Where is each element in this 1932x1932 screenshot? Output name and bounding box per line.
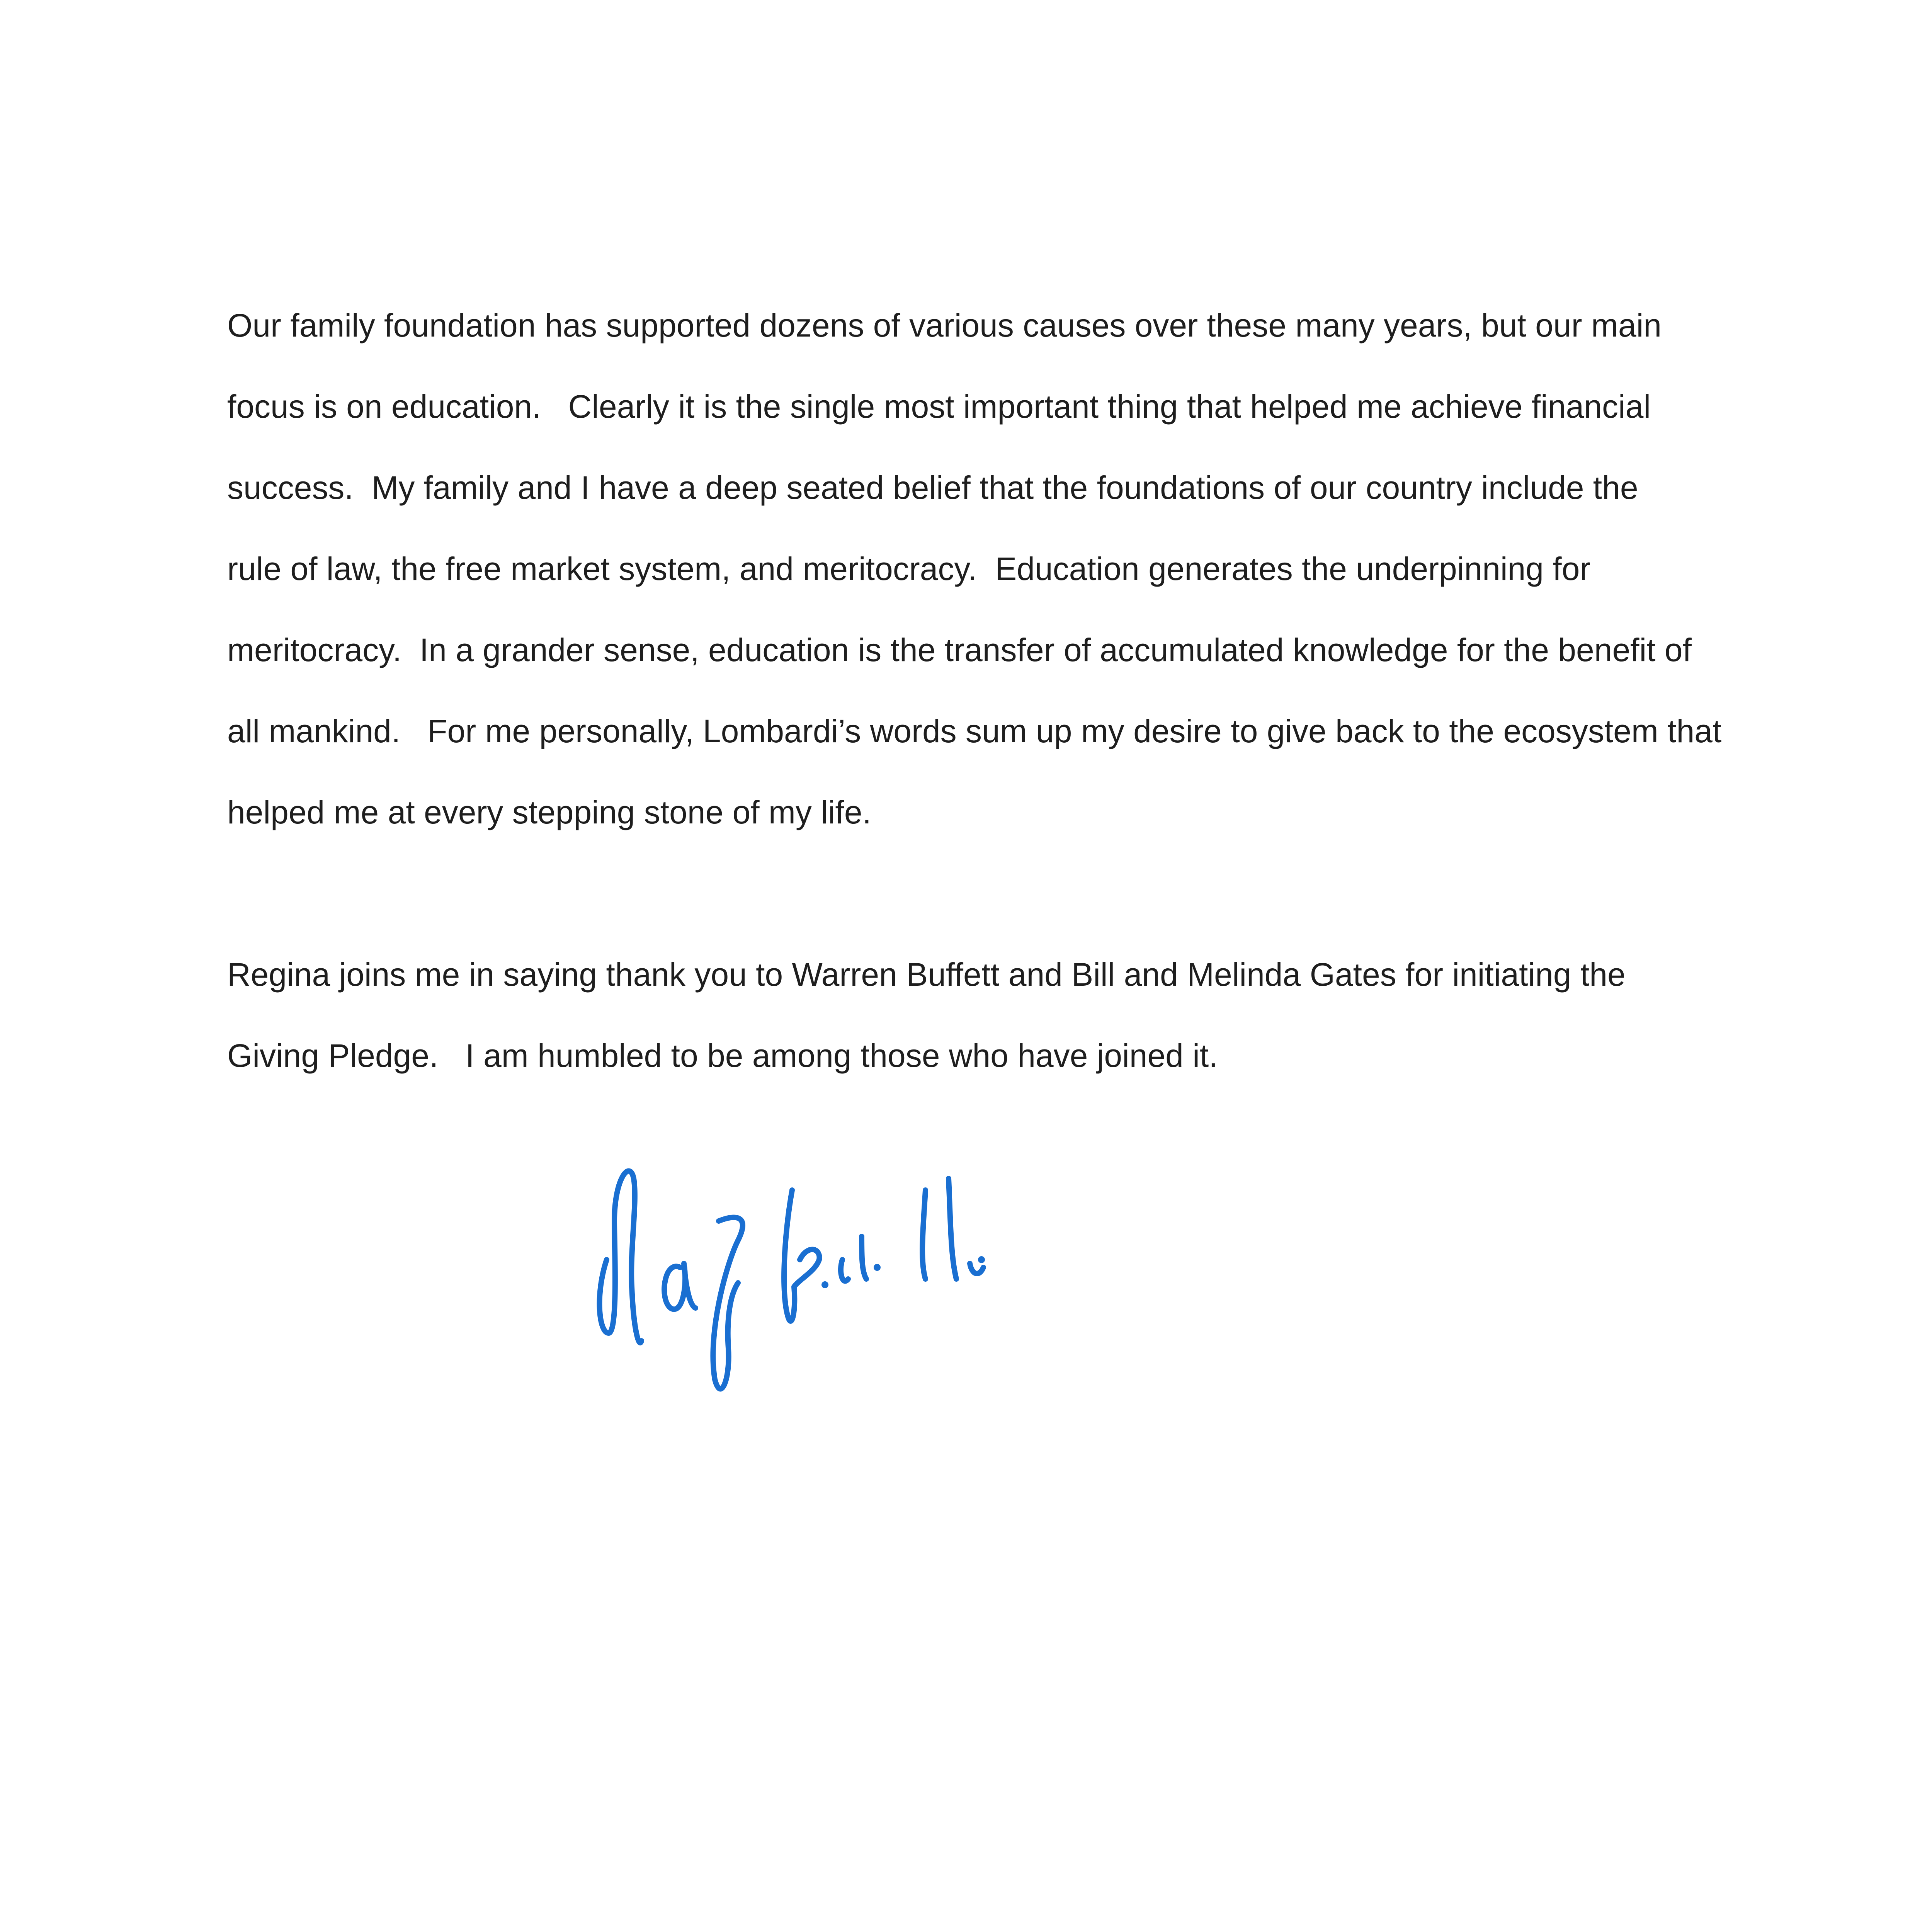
text-line: rule of law, the free market system, and meritocracy. Education generates the underpinning for [227, 551, 1591, 587]
text-line: Regina joins me in saying thank you to Warren Buffett and Bill and Melinda Gates for initiating the [227, 956, 1626, 993]
paragraph-foundation [227, 307, 1850, 830]
paragraph-thanks [227, 958, 1850, 1108]
text-line: success. My family and I have a deep seated belief that the foundations of our country include the [227, 469, 1638, 506]
text-line: focus is on education. Clearly it is the single most important thing that helped me achieve financial [227, 388, 1651, 425]
text-line: meritocracy. In a grander sense, education is the transfer of accumulated knowledge for the benefit of [227, 632, 1692, 668]
handwritten-signature [591, 1132, 1094, 1410]
text-line: all mankind. For me personally, Lombardi’s words sum up my desire to give back to the ecosystem that [227, 713, 1722, 749]
text-line: Our family foundation has supported dozens of various causes over these many years, but our main [227, 307, 1662, 344]
text-line: helped me at every stepping stone of my life. [227, 794, 871, 830]
text-line: Giving Pledge. I am humbled to be among those who have joined it. [227, 1037, 1218, 1074]
